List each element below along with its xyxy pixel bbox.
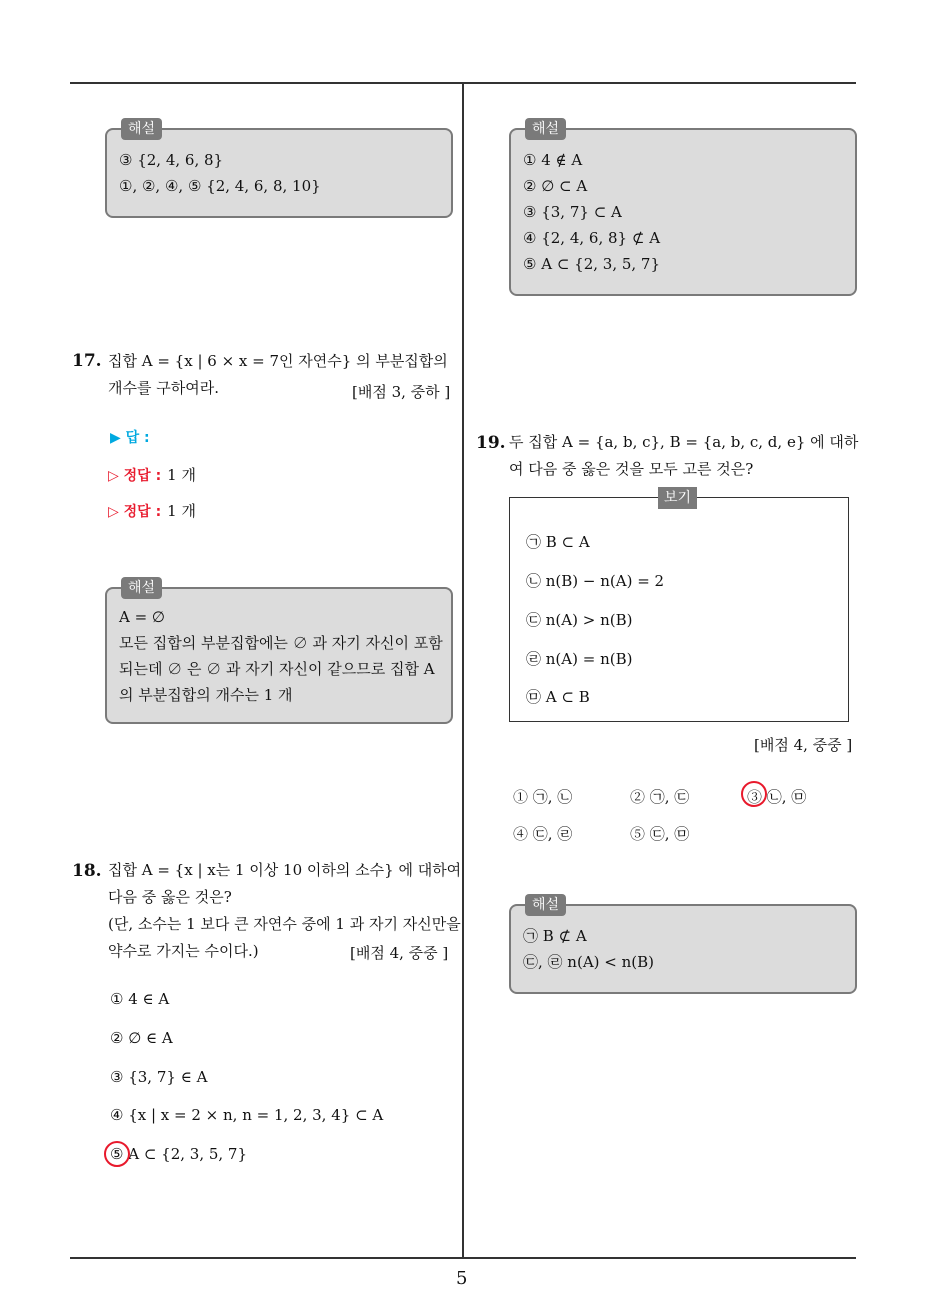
question-19-text: 여 다음 중 옳은 것을 모두 고른 것은?	[509, 460, 754, 478]
question-18-option-4[interactable]: ④ {x | x = 2 × n, n = 1, 2, 3, 4} ⊂ A	[110, 1106, 384, 1124]
bogi-item: ㉣ n(A) = n(B)	[526, 650, 633, 668]
selected-answer-circle	[104, 1141, 130, 1167]
question-19-option-4[interactable]: ④ ㉢, ㉣	[513, 825, 573, 843]
explanation-line: 되는데 ∅ 은 ∅ 과 자기 자신이 같으므로 집합 A	[119, 660, 435, 678]
question-18-score: [배점 4, 중중 ]	[350, 944, 449, 962]
question-19-score: [배점 4, 중중 ]	[754, 736, 853, 754]
correct-answer-1	[108, 464, 196, 485]
answer-field-label	[110, 427, 150, 447]
explanation-box-19	[509, 897, 857, 994]
selected-answer-circle	[741, 781, 767, 807]
bogi-item: ㉤ A ⊂ B	[526, 688, 590, 706]
explanation-tag: 해설	[121, 577, 162, 599]
bogi-item: ㉠ B ⊂ A	[526, 533, 590, 551]
correct-answer-value: 1 개	[167, 466, 196, 484]
explanation-box-18	[509, 121, 857, 296]
question-19-option-1[interactable]: ① ㉠, ㉡	[513, 788, 573, 806]
explanation-line: ⑤ A ⊂ {2, 3, 5, 7}	[523, 255, 661, 273]
explanation-line: ② ∅ ⊂ A	[523, 177, 588, 195]
question-18-text: 집합 A = {x | x는 1 이상 10 이하의 소수} 에 대하여	[108, 861, 462, 879]
explanation-line: ㉢, ㉣ n(A) < n(B)	[523, 953, 654, 971]
explanation-box-17	[105, 580, 453, 724]
question-18-option-2[interactable]: ② ∅ ∈ A	[110, 1029, 173, 1047]
question-19-option-5[interactable]: ⑤ ㉢, ㉤	[630, 825, 690, 843]
question-19-option-2[interactable]: ② ㉠, ㉢	[630, 788, 690, 806]
answer-label: ▶ 답 :	[110, 430, 150, 446]
explanation-tag: 해설	[121, 118, 162, 140]
bogi-tag: 보기	[658, 487, 697, 509]
question-19-number: 19.	[476, 433, 506, 453]
question-17-text: 개수를 구하여라.	[108, 379, 219, 397]
question-18-option-3[interactable]: ③ {3, 7} ∈ A	[110, 1068, 208, 1086]
bogi-item: ㉡ n(B) − n(A) = 2	[526, 572, 665, 590]
correct-answer-label: ▷ 정답 :	[108, 468, 162, 484]
bogi-box	[509, 490, 849, 722]
bottom-rule	[70, 1257, 856, 1259]
question-17-text: 집합 A = {x | 6 × x = 7인 자연수} 의 부분집합의	[108, 352, 448, 370]
question-18-text: 약수로 가지는 수이다.)	[108, 942, 259, 960]
page-number: 5	[456, 1268, 468, 1289]
explanation-line: ㉠ B ⊄ A	[523, 927, 587, 945]
question-17-score: [배점 3, 중하 ]	[352, 383, 451, 401]
correct-answer-2	[108, 500, 196, 521]
correct-answer-value: 1 개	[167, 502, 196, 520]
question-18-text: 다음 중 옳은 것은?	[108, 888, 232, 906]
question-19-option-3[interactable]: ③ ㉡, ㉤	[747, 788, 807, 806]
explanation-line: 의 부분집합의 개수는 1 개	[119, 686, 293, 704]
explanation-tag: 해설	[525, 894, 566, 916]
explanation-line: ③ {2, 4, 6, 8}	[119, 151, 224, 169]
question-18-number: 18.	[72, 861, 102, 881]
explanation-line: ①, ②, ④, ⑤ {2, 4, 6, 8, 10}	[119, 177, 321, 195]
question-19-text: 두 집합 A = {a, b, c}, B = {a, b, c, d, e} 에 대하	[509, 433, 859, 451]
explanation-tag: 해설	[525, 118, 566, 140]
question-17-number: 17.	[72, 351, 102, 371]
explanation-line: 모든 집합의 부분집합에는 ∅ 과 자기 자신이 포함	[119, 634, 443, 652]
column-divider	[462, 84, 464, 1258]
explanation-line: A = ∅	[119, 608, 166, 626]
explanation-line: ④ {2, 4, 6, 8} ⊄ A	[523, 229, 661, 247]
explanation-line: ① 4 ∉ A	[523, 151, 583, 169]
question-18-option-1[interactable]: ① 4 ∈ A	[110, 990, 170, 1008]
explanation-line: ③ {3, 7} ⊂ A	[523, 203, 622, 221]
bogi-item: ㉢ n(A) > n(B)	[526, 611, 633, 629]
question-18-option-5[interactable]: ⑤ A ⊂ {2, 3, 5, 7}	[110, 1145, 248, 1163]
question-18-text: (단, 소수는 1 보다 큰 자연수 중에 1 과 자기 자신만을	[108, 915, 461, 933]
explanation-box-16	[105, 121, 453, 218]
correct-answer-label: ▷ 정답 :	[108, 504, 162, 520]
